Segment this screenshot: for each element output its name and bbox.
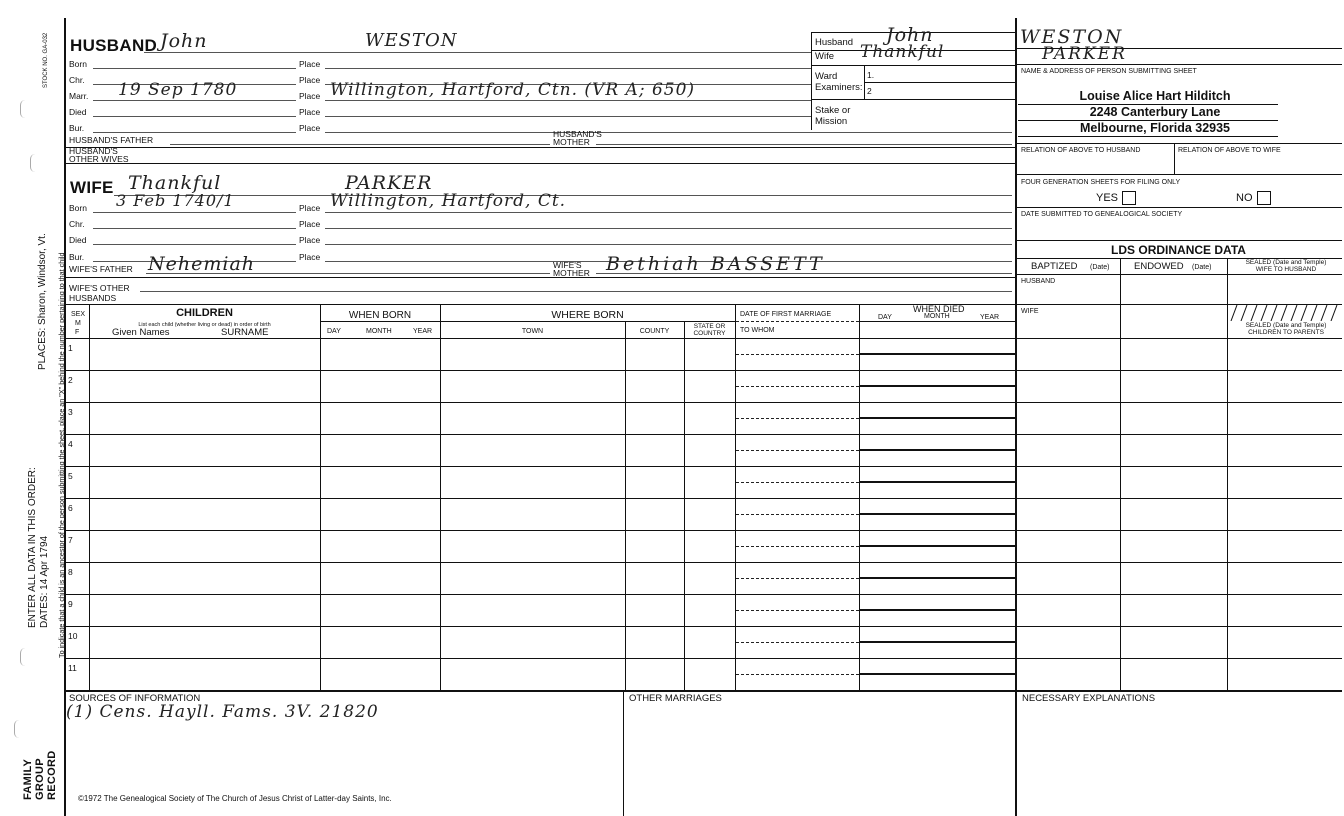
header-wife-label: Wife	[815, 51, 834, 62]
died-month-label: MONTH	[924, 313, 950, 320]
sealed-wife-label: SEALED (Date and Temple) WIFE TO HUSBAND	[1245, 259, 1327, 273]
yes-checkbox[interactable]	[1122, 191, 1136, 205]
born-month-label: MONTH	[366, 328, 392, 335]
table-row	[64, 658, 1015, 659]
stake-mission-label: Stake or Mission	[815, 105, 851, 127]
wife-birth-date: 3 Feb 1740/1	[116, 191, 235, 210]
table-row	[64, 434, 1015, 435]
wife-birth-place: Willington, Hartford, Ct.	[330, 191, 567, 211]
died-day-label: DAY	[878, 314, 892, 321]
header-wife-surname: PARKER	[1042, 44, 1127, 64]
child-row-number: 4	[68, 439, 73, 449]
table-row	[64, 594, 1015, 595]
sources-label: SOURCES OF INFORMATION	[69, 693, 201, 704]
child-row-number: 2	[68, 375, 73, 385]
endowed-date-label: (Date)	[1192, 264, 1212, 271]
children-subtitle: List each child (whether living or dead) in order of birth	[138, 322, 271, 328]
date-submitted-label: DATE SUBMITTED TO GENEALOGICAL SOCIETY	[1021, 211, 1183, 218]
sealed-children-label: SEALED (Date and Temple) CHILDREN TO PARENTS	[1245, 322, 1327, 336]
husband-mother-label: HUSBAND'S MOTHER	[553, 129, 602, 147]
when-born-label: WHEN BORN	[348, 310, 412, 321]
child-row-number: 6	[68, 503, 73, 513]
husband-given-name: John	[160, 30, 208, 52]
child-row-number: 11	[68, 663, 77, 673]
examiner-2: 2	[867, 86, 872, 96]
table-row	[64, 562, 1015, 563]
lds-title: LDS ORDINANCE DATA	[1111, 243, 1246, 257]
lds-wife-label: WIFE	[1021, 308, 1039, 315]
table-row	[64, 402, 1015, 403]
punch-mark	[20, 648, 25, 666]
sources-value: (1) Cens. Hayll. Fams. 3V. 21820	[66, 702, 379, 722]
child-row-number: 1	[68, 343, 73, 353]
table-row	[64, 498, 1015, 499]
punch-mark	[14, 720, 19, 738]
husband-marriage-date: 19 Sep 1780	[118, 80, 238, 100]
child-row-number: 3	[68, 407, 73, 417]
wife-mother-name: Bethiah BASSETT	[606, 253, 825, 275]
copyright: ©1972 The Genealogical Society of The Church of Jesus Christ of Latter-day Saints, Inc.	[78, 794, 392, 803]
punch-mark	[30, 154, 35, 172]
when-died-label: WHEN DIED	[913, 304, 965, 314]
left-border	[64, 18, 66, 816]
husband-father-label: HUSBAND'S FATHER	[69, 135, 154, 145]
county-label: COUNTY	[639, 328, 670, 335]
no-label: NO	[1236, 192, 1253, 204]
husband-name-line	[144, 52, 812, 53]
to-whom-label: TO WHOM	[740, 327, 775, 334]
header-husband-name: John	[886, 24, 934, 46]
sex-m-label: M	[75, 320, 81, 327]
four-generation-label: FOUR GENERATION SHEETS FOR FILING ONLY	[1021, 179, 1181, 186]
sex-f-label: F	[75, 329, 80, 336]
ancestor-instruction: To indicate that a child is an ancestor of the person submitting the sheet, place an "X" behind the number pertaining to that child	[57, 252, 66, 658]
given-names-label: Given Names	[112, 327, 170, 338]
wife-given-name: Thankful	[128, 172, 222, 194]
state-country-label: STATE OR COUNTRY	[693, 323, 726, 337]
child-row-number: 5	[68, 471, 73, 481]
header-husband-label: Husband	[815, 37, 854, 48]
baptized-date-label: (Date)	[1090, 264, 1110, 271]
header-husband-surname: WESTON	[1020, 26, 1124, 48]
examiners-label: Examiners:	[815, 82, 863, 93]
table-row	[64, 530, 1015, 531]
where-born-label: WHERE BORN	[551, 309, 624, 321]
ward-label: Ward	[815, 71, 838, 82]
wife-heading: WIFE	[70, 178, 114, 197]
sex-label: SEX	[71, 311, 86, 318]
header-wife-name: Thankful	[860, 42, 945, 62]
husband-marriage-place: Willington, Hartford, Ctn. (VR A; 650)	[330, 80, 696, 100]
first-marriage-label: DATE OF FIRST MARRIAGE	[740, 311, 832, 318]
table-row	[64, 370, 1015, 371]
husband-heading: HUSBAND	[70, 36, 158, 55]
child-row-number: 9	[68, 599, 73, 609]
examiner-1: 1.	[867, 70, 875, 80]
wife-surname: PARKER	[345, 172, 433, 194]
yes-label: YES	[1096, 192, 1119, 204]
no-checkbox[interactable]	[1257, 191, 1271, 205]
wife-father-label: WIFE'S FATHER	[69, 264, 133, 274]
stock-number: STOCK NO. GA-032	[43, 32, 49, 88]
born-day-label: DAY	[327, 328, 341, 335]
husband-surname: WESTON	[365, 30, 458, 51]
wife-father-name: Nehemiah	[148, 253, 256, 275]
table-row	[64, 466, 1015, 467]
surname-label: SURNAME	[221, 327, 269, 338]
places-note: PLACES: Sharon, Windsor, Vt.	[37, 233, 48, 370]
dates-note: DATES: 14 Apr 1794	[39, 535, 50, 628]
wife-other-husbands-label: WIFE'S OTHER HUSBANDS	[69, 283, 130, 303]
right-column-border	[1015, 18, 1017, 816]
husband-other-wives-label: HUSBAND'S OTHER WIVES	[69, 146, 129, 164]
died-year-label: YEAR	[980, 314, 1000, 321]
relation-to-husband-label: RELATION OF ABOVE TO HUSBAND	[1021, 147, 1141, 154]
child-row-number: 7	[68, 535, 73, 545]
child-row-number: 8	[68, 567, 73, 577]
enter-all-data-note: ENTER ALL DATA IN THIS ORDER:	[27, 467, 38, 628]
necessary-explanations-label: NECESSARY EXPLANATIONS	[1022, 693, 1156, 704]
child-row-number: 10	[68, 631, 78, 641]
hatched-area	[1229, 305, 1339, 321]
punch-mark	[20, 100, 25, 118]
lds-husband-label: HUSBAND	[1021, 278, 1056, 285]
town-label: TOWN	[521, 328, 544, 335]
relation-to-wife-label: RELATION OF ABOVE TO WIFE	[1178, 147, 1281, 154]
submitter-address: Louise Alice Hart Hilditch 2248 Canterbury Lane Melbourne, Florida 32935	[1079, 89, 1231, 135]
table-row	[64, 626, 1015, 627]
baptized-label: BAPTIZED	[1031, 261, 1078, 272]
children-title: CHILDREN	[176, 307, 233, 319]
other-marriages-label: OTHER MARRIAGES	[629, 693, 722, 704]
submitter-label: NAME & ADDRESS OF PERSON SUBMITTING SHEET	[1021, 68, 1197, 75]
family-group-record-title: FAMILY GROUP RECORD	[22, 750, 58, 800]
born-year-label: YEAR	[413, 328, 433, 335]
endowed-label: ENDOWED	[1134, 261, 1184, 272]
wife-mother-label: WIFE'S MOTHER	[553, 260, 590, 278]
